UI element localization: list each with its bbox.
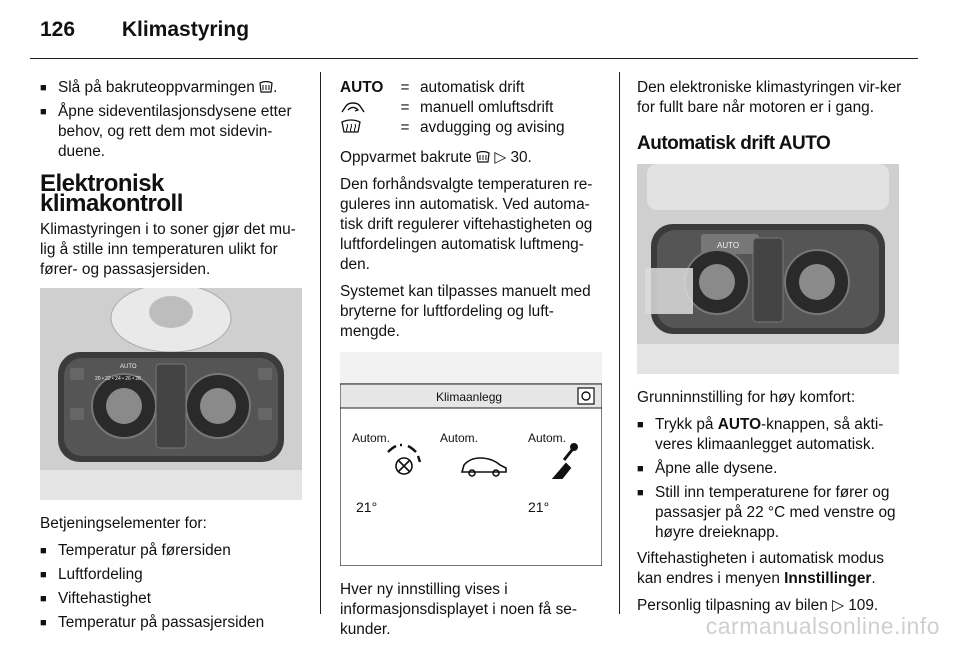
list-item: ■ Still inn temperaturene for fører og passasjer på 22 °C med venstre og høyre dreieknapp.	[637, 483, 907, 543]
display-label: Autom.	[440, 431, 479, 445]
legend-key: AUTO	[340, 79, 384, 96]
controls-caption: Betjeningselementer for:	[40, 515, 207, 532]
section-heading: Automatisk drift AUTO	[637, 133, 831, 154]
info-display-illustration	[340, 352, 602, 566]
controls-list	[40, 541, 305, 633]
display-temp-driver: 21°	[356, 499, 378, 515]
rear-window-heater-icon	[259, 81, 273, 94]
recirculation-icon	[340, 100, 366, 114]
climate-panel-illustration	[40, 288, 302, 500]
display-label: Autom.	[352, 431, 391, 445]
list-item: ■ Åpne sideventilasjonsdysene etter behov, og rett dem mot sidevin-duene.	[40, 102, 305, 162]
list-item: ■ Luftfordeling	[40, 565, 305, 585]
auto-description: Den forhåndsvalgte temperaturen re-guleres inn automatisk. Ved automa-tisk drift regulerer viftehastigheten og luftfordelingen automatisk luftmeng-den.	[340, 176, 593, 273]
list-item: ■ Temperatur på førersiden	[40, 541, 305, 561]
legend-text: avdugging og avising	[420, 119, 565, 136]
fan-note: Viftehastigheten i automatisk modus kan endres i menyen Innstillinger.	[637, 550, 884, 587]
rear-window-heater-icon	[476, 151, 490, 164]
column-1	[40, 78, 305, 639]
legend-row: = manuell omluftsdrift	[340, 98, 569, 118]
photo-auto-label: AUTO	[717, 241, 740, 250]
display-label: Autom.	[528, 431, 567, 445]
climate-panel-illustration	[637, 164, 899, 374]
rear-window-reference: Oppvarmet bakrute ▷ 30.	[340, 149, 532, 166]
list-item: ■ Åpne alle dysene.	[637, 459, 907, 479]
column-divider-1	[320, 72, 321, 614]
climate-panel-photo	[40, 288, 302, 500]
legend-row: = avdugging og avising	[340, 118, 569, 138]
comfort-intro: Grunninnstilling for høy komfort:	[637, 389, 856, 406]
legend-text: manuell omluftsdrift	[420, 99, 554, 116]
header-rule	[30, 58, 918, 59]
display-settings-icon	[578, 388, 594, 404]
list-item: ■ Trykk på AUTO-knappen, så akti-veres klimaanlegget automatisk.	[637, 415, 907, 455]
page-title: Klimastyring	[121, 18, 250, 41]
auto-button-photo	[637, 164, 899, 374]
page-number: 126	[40, 18, 76, 41]
photo-auto-label: AUTO	[120, 364, 137, 370]
display-note: Hver ny innstilling vises i informasjonsdisplayet i noen få se-kunder.	[340, 581, 577, 638]
list-item: ■ Temperatur på passasjersiden	[40, 613, 305, 633]
display-screen	[340, 352, 602, 566]
list-item: ■ Slå på bakruteoppvarmingen .	[40, 78, 305, 98]
symbol-legend	[340, 78, 569, 138]
ventilation-list	[40, 78, 305, 162]
column-3	[637, 78, 907, 623]
personalization-reference: Personlig tilpasning av bilen ▷ 109.	[637, 597, 879, 614]
column-divider-2	[619, 72, 620, 614]
page-reference-arrow-icon: ▷	[494, 149, 507, 166]
display-temp-passenger: 21°	[528, 499, 550, 515]
section-heading: Elektronisk klimakontroll	[40, 170, 183, 217]
legend-row: AUTO = automatisk drift	[340, 78, 569, 98]
page-reference-arrow-icon: ▷	[832, 597, 844, 614]
watermark: carmanualsonline.info	[705, 613, 940, 639]
comfort-steps	[637, 415, 907, 543]
column-2	[340, 78, 605, 647]
intro-text: Klimastyringen i to soner gjør det mu-lig å stille inn temperaturen ulikt for fører- og passasjersiden.	[40, 221, 296, 278]
manual-description: Systemet kan tilpasses manuelt med bryterne for luftfordeling og luft-mengde.	[340, 283, 591, 340]
engine-note: Den elektroniske klimastyringen vir-ker for fullt bare når motoren er i gang.	[637, 79, 902, 116]
list-item: ■ Viftehastighet	[40, 589, 305, 609]
display-title: Klimaanlegg	[436, 390, 503, 404]
legend-text: automatisk drift	[420, 79, 525, 96]
page-header	[40, 18, 249, 42]
photo-scale-label: 20 • 22 • 24 • 26 • 28	[95, 376, 141, 382]
defrost-icon	[340, 119, 362, 134]
